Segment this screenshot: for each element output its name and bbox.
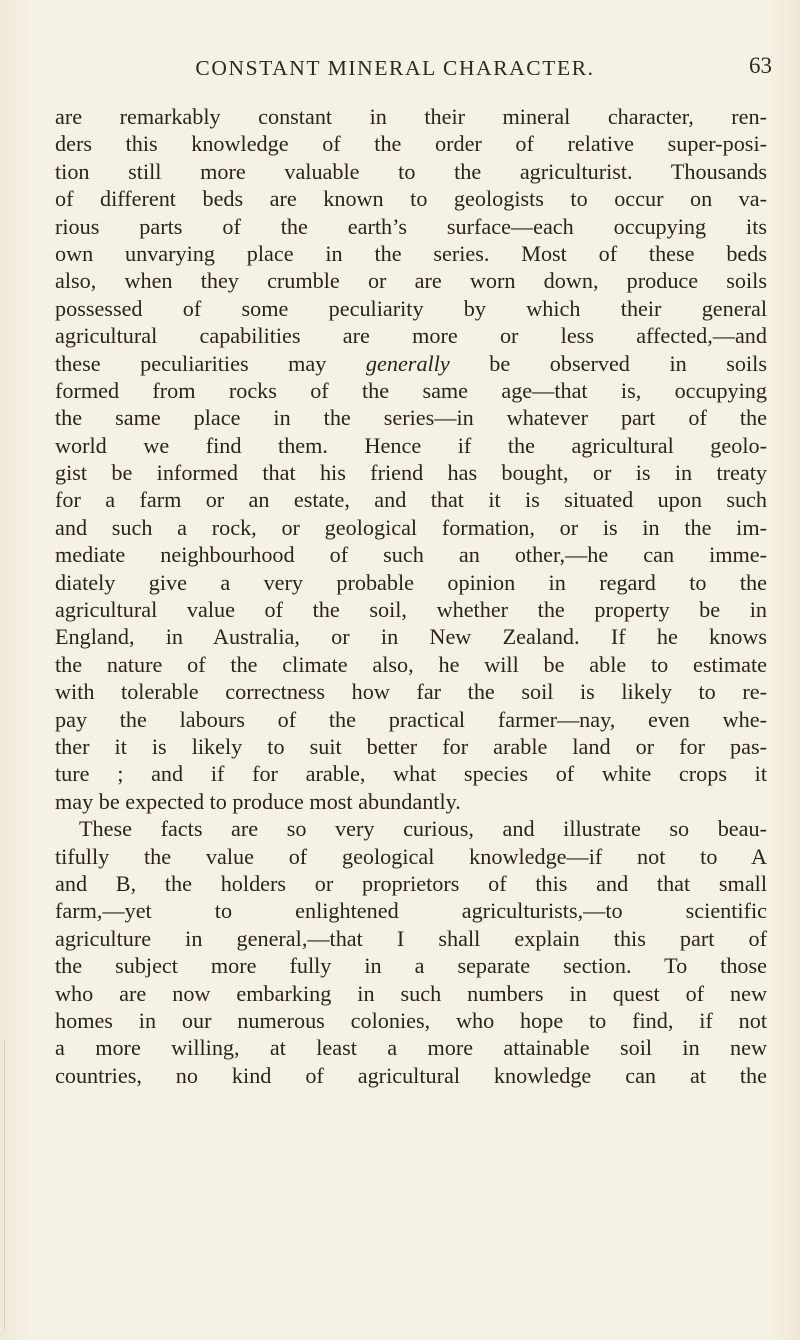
text-line-with-emphasis bbox=[55, 350, 767, 377]
page-edge-shadow bbox=[4, 1040, 5, 1330]
text-line: the nature of the climate also, he will be able to estimate bbox=[55, 651, 767, 677]
text-line: own unvarying place in the series. Most of these beds bbox=[55, 240, 767, 266]
text-line: countries, no kind of agricultural knowledge can at the bbox=[55, 1062, 767, 1088]
text-line: diately give a very probable opinion in regard to the bbox=[55, 569, 767, 595]
body-text bbox=[55, 103, 767, 1089]
text-line: possessed of some peculiarity by which their general bbox=[55, 295, 767, 321]
text-line: farm,—yet to enlightened agriculturists,—to scientific bbox=[55, 898, 767, 924]
text-line: ders this knowledge of the order of relative super-posi- bbox=[55, 131, 767, 157]
text-line: with tolerable correctness how far the soil is likely to re- bbox=[55, 679, 767, 705]
text-line: the subject more fully in a separate section. To those bbox=[55, 953, 767, 979]
paragraph-start-line: These facts are so very curious, and illustrate so beau- bbox=[79, 816, 767, 842]
text-line: the same place in the series—in whatever part of the bbox=[55, 405, 767, 431]
text-segment: be observed in soils bbox=[449, 350, 767, 376]
text-line: formed from rocks of the same age—that is, occupying bbox=[55, 377, 767, 403]
text-line: who are now embarking in such numbers in quest of new bbox=[55, 980, 767, 1006]
italic-emphasis: generally bbox=[365, 350, 450, 376]
text-line: England, in Australia, or in New Zealand. If he knows bbox=[55, 624, 767, 650]
text-segment: these peculiarities may bbox=[55, 350, 366, 376]
text-line: also, when they crumble or are worn down, produce soils bbox=[55, 268, 767, 294]
page-number: 63 bbox=[749, 53, 772, 78]
text-line: and such a rock, or geological formation, or is in the im- bbox=[55, 514, 767, 540]
text-line: a more willing, at least a more attainable soil in new bbox=[55, 1035, 767, 1061]
text-line: of different beds are known to geologists to occur on va- bbox=[55, 186, 767, 212]
text-line: are remarkably constant in their mineral character, ren- bbox=[55, 104, 767, 129]
text-line: agricultural value of the soil, whether the property be in bbox=[55, 597, 767, 623]
text-line: homes in our numerous colonies, who hope to find, if not bbox=[55, 1007, 767, 1033]
text-line: pay the labours of the practical farmer—nay, even whe- bbox=[55, 706, 767, 732]
text-line: and B, the holders or proprietors of this and that small bbox=[55, 870, 767, 896]
text-line: tifully the value of geological knowledge—if not to A bbox=[55, 843, 767, 869]
text-line: for a farm or an estate, and that it is situated upon such bbox=[55, 487, 767, 513]
text-line: ture ; and if for arable, what species of white crops it bbox=[55, 761, 767, 787]
text-line: rious parts of the earth’s surface—each occupying its bbox=[55, 213, 767, 239]
text-line: ther it is likely to suit better for arable land or for pas- bbox=[55, 733, 767, 759]
text-line: world we find them. Hence if the agricultural geolo- bbox=[55, 432, 767, 458]
text-line: mediate neighbourhood of such an other,—he can imme- bbox=[55, 542, 767, 568]
text-line: tion still more valuable to the agriculturist. Thousands bbox=[55, 158, 767, 184]
running-head: CONSTANT MINERAL CHARACTER. bbox=[195, 56, 595, 80]
text-line: may be expected to produce most abundantly. bbox=[55, 788, 461, 814]
text-line: gist be informed that his friend has bought, or is in treaty bbox=[55, 460, 767, 486]
text-line: agriculture in general,—that I shall explain this part of bbox=[55, 925, 767, 951]
text-line: agricultural capabilities are more or less affected,—and bbox=[55, 323, 767, 349]
